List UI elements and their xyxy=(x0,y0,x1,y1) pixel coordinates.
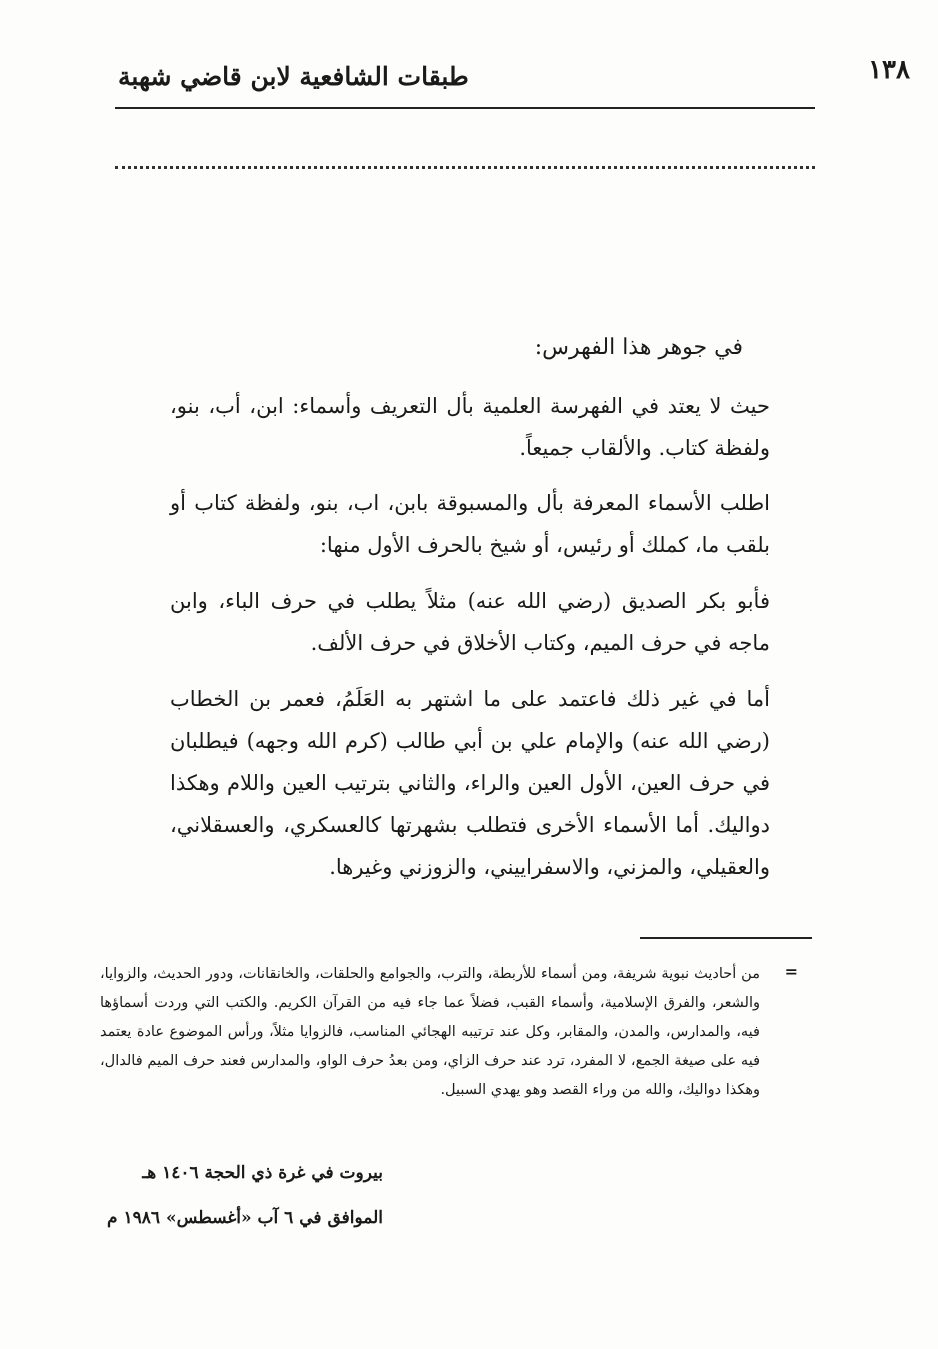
intro-heading: في جوهر هذا الفهرس: xyxy=(534,335,743,360)
signoff-place-date: بيروت في غرة ذي الحجة ١٤٠٦ هـ xyxy=(142,1163,383,1183)
running-header-title: طبقات الشافعية لابن قاضي شهبة xyxy=(118,62,469,91)
header-rule xyxy=(115,107,815,109)
dotted-separator xyxy=(115,166,815,169)
footnote-rule xyxy=(640,937,812,939)
paragraph-4: أما في غير ذلك فاعتمد على ما اشتهر به العَلَمُ، فعمر بن الخطاب (رضي الله عنه) والإمام علي بن أبي طالب (كرم الله وجهه) فيطلبان في حرف العين، الأول العين والراء، والثاني بترتيب العين واللام وهكذا دواليك. أما الأسماء الأخرى فتطلب بشهرتها كالعسكري، والعسقلاني، والعقيلي، والمزني، والاسفراييني، والزوزني وغيرها. xyxy=(170,687,770,879)
paragraph-2: اطلب الأسماء المعرفة بأل والمسبوقة بابن، اب، بنو، ولفظة كتاب أو بلقب ما، كملك أو رئيس، أو شيخ بالحرف الأول منها: xyxy=(170,491,770,557)
paragraph-1: حيث لا يعتد في الفهرسة العلمية بأل التعريف وأسماء: ابن، أب، بنو، ولفظة كتاب. والألقاب جميعاً. xyxy=(170,394,770,460)
page-number: ١٣٨ xyxy=(868,55,910,85)
signoff-gregorian-date: الموافق في ٦ آب «أغسطس» ١٩٨٦ م xyxy=(107,1208,383,1228)
footnote-marker: = xyxy=(784,962,798,981)
footnote-text: من أحاديث نبوية شريفة، ومن أسماء للأربطة، والترب، والجوامع والحلقات، والخانقانات، ودور الحديث، والزوايا، والشعر، والفرق الإسلامية، وأسماء القبب، فضلاً عما جاء فيه من القرآن الكريم. والكتب التي وردت أسماؤها فيه، والمدارس، والمدن، والمقابر، وكل عند ترتيبه الهجائي المناسب، فالزوايا مثلاً، ورأس الموضوع عادة يعتمد فيه على صيغة الجمع، لا المفرد، ترد عند حرف الزاي، ومن بعدُ حرف الواو، والمدارس فعند حرف الميم فالدال، وهكذا دواليك، والله من وراء القصد وهو يهدي السبيل. xyxy=(100,966,760,1098)
paragraph-3: فأبو بكر الصديق (رضي الله عنه) مثلاً يطلب في حرف الباء، وابن ماجه في حرف الميم، وكتاب الأخلاق في حرف الألف. xyxy=(170,589,770,655)
